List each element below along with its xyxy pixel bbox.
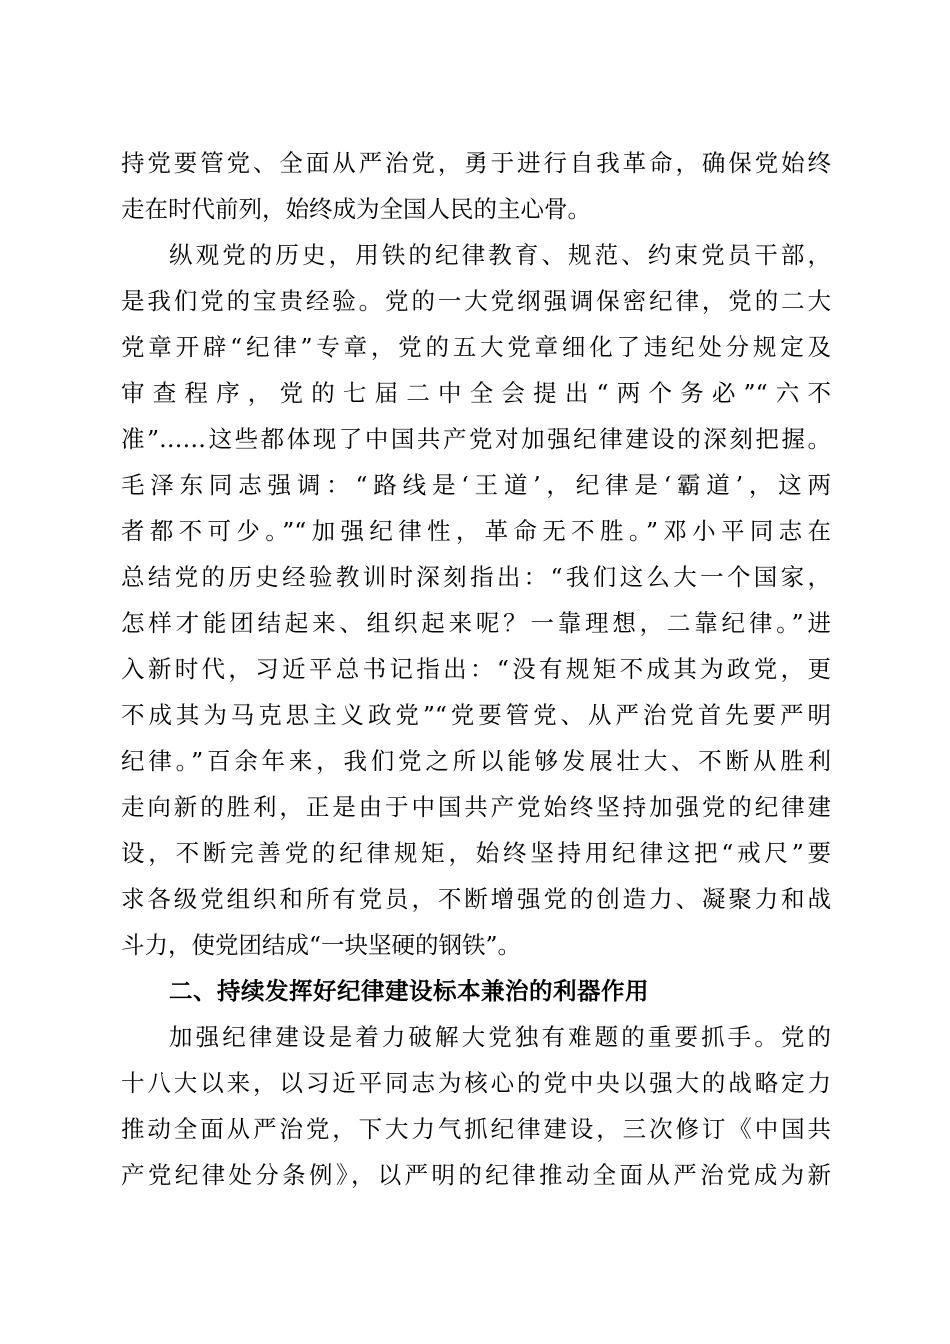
paragraph-line: 入新时代，习近平总书记指出：“没有规矩不成其为政党，更 (121, 655, 831, 683)
paragraph-line: 求各级党组织和所有党员，不断增强党的创造力、凝聚力和战 (121, 885, 831, 913)
paragraph-line: 设，不断完善党的纪律规矩，始终坚持用纪律这把“戒尺”要 (121, 839, 831, 867)
paragraph-line: 走向新的胜利，正是由于中国共产党始终坚持加强党的纪律建 (121, 793, 831, 821)
paragraph-line: 审查程序，党的七届二中全会提出“两个务必”“六不 (121, 379, 831, 407)
paragraph-line: 走在时代前列，始终成为全国人民的主心骨。 (121, 195, 591, 223)
paragraph-line: 产党纪律处分条例》，以严明的纪律推动全面从严治党成为新 (121, 1161, 831, 1189)
section-heading: 二、持续发挥好纪律建设标本兼治的利器作用 (169, 977, 649, 1005)
paragraph-line: 斗力，使党团结成“一块坚硬的钢铁”。 (121, 931, 522, 959)
paragraph-line: 推动全面从严治党，下大力气抓纪律建设，三次修订《中国共 (121, 1115, 831, 1143)
paragraph-line: 总结党的历史经验教训时深刻指出：“我们这么大一个国家， (121, 563, 831, 591)
paragraph-line: 不成其为马克思主义政党”“党要管党、从严治党首先要严明 (121, 701, 831, 729)
paragraph-line: 加强纪律建设是着力破解大党独有难题的重要抓手。党的 (169, 1023, 831, 1051)
paragraph-line: 纵观党的历史，用铁的纪律教育、规范、约束党员干部， (169, 241, 831, 269)
paragraph-line: 准”……这些都体现了中国共产党对加强纪律建设的深刻把握。 (121, 425, 831, 453)
paragraph-line: 怎样才能团结起来、组织起来呢？一靠理想，二靠纪律。”进 (121, 609, 831, 637)
paragraph-line: 是我们党的宝贵经验。党的一大党纲强调保密纪律，党的二大 (121, 287, 831, 315)
paragraph-line: 者都不可少。”“加强纪律性，革命无不胜。”邓小平同志在 (121, 517, 831, 545)
paragraph-line: 纪律。”百余年来，我们党之所以能够发展壮大、不断从胜利 (121, 747, 831, 775)
paragraph-line: 十八大以来，以习近平同志为核心的党中央以强大的战略定力 (121, 1069, 831, 1097)
paragraph-line: 毛泽东同志强调：“路线是‘王道’，纪律是‘霸道’，这两 (121, 471, 831, 499)
paragraph-line: 党章开辟“纪律”专章，党的五大党章细化了违纪处分规定及 (121, 333, 831, 361)
paragraph-line: 持党要管党、全面从严治党，勇于进行自我革命，确保党始终 (121, 149, 831, 177)
